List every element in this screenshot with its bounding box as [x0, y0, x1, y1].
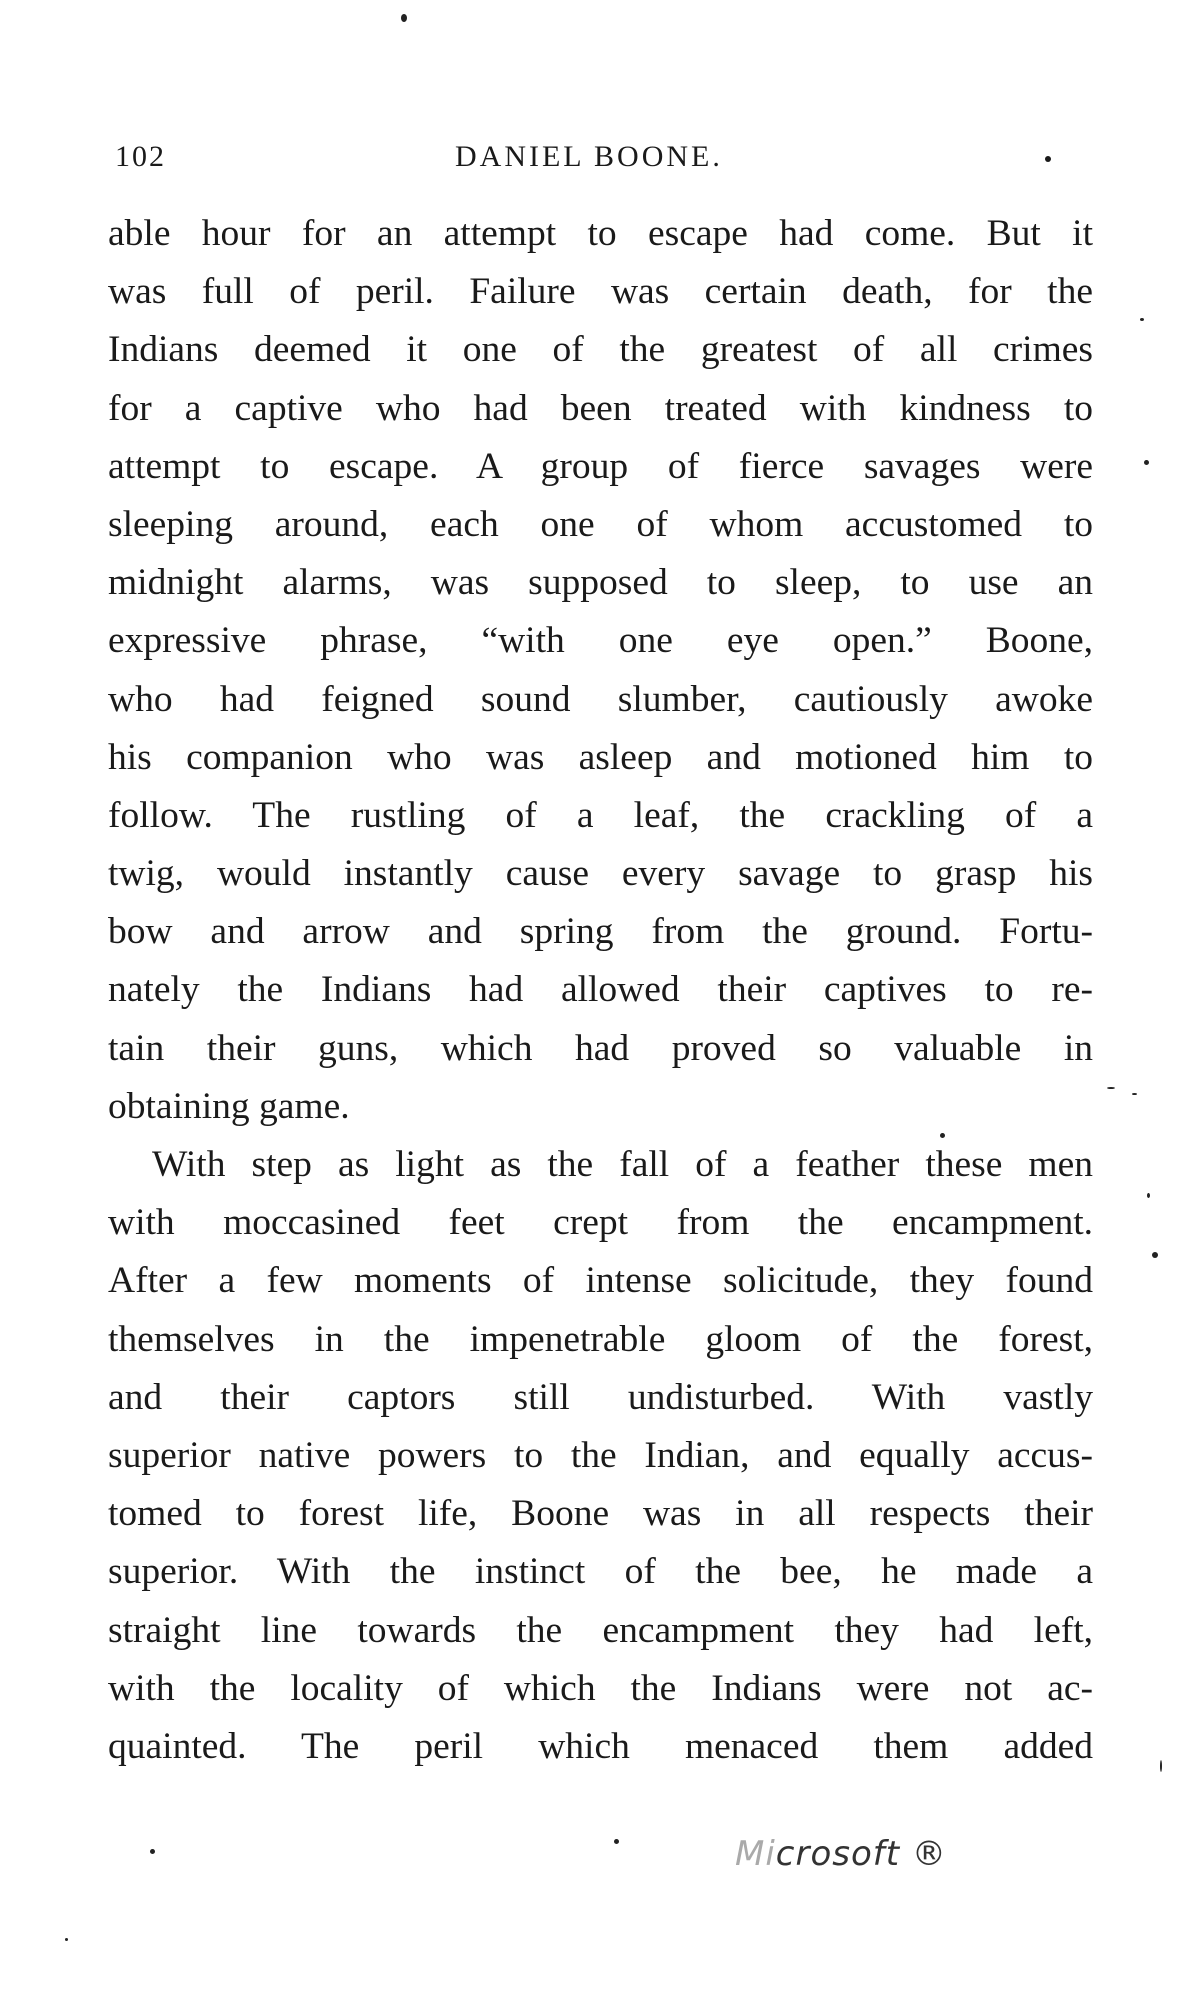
text-line: for a captive who had been treated with kindness to: [108, 387, 1093, 429]
text-line: superior. With the instinct of the bee, he made a: [108, 1551, 1093, 1593]
scan-speck: [1107, 1087, 1115, 1089]
text-line: with moccasined feet crept from the encampment.: [108, 1202, 1093, 1244]
text-line: quainted. The peril which menaced them added: [108, 1725, 1093, 1767]
text-line: bow and arrow and spring from the ground. Fortu-: [108, 911, 1093, 953]
scan-speck: [1144, 460, 1149, 465]
text-line: After a few moments of intense solicitude, they found: [108, 1260, 1093, 1302]
scan-speck: [401, 14, 407, 22]
text-line: superior native powers to the Indian, and equally accus-: [108, 1434, 1093, 1476]
text-line: sleeping around, each one of whom accustomed to: [108, 503, 1093, 545]
text-line: his companion who was asleep and motioned him to: [108, 736, 1093, 778]
page-header: [115, 140, 1085, 184]
text-line: with the locality of which the Indians were not ac-: [108, 1667, 1093, 1709]
text-line: midnight alarms, was supposed to sleep, to use an: [108, 562, 1093, 604]
text-line: straight line towards the encampment they had left,: [108, 1609, 1093, 1651]
scan-speck: [1147, 1193, 1150, 1198]
paragraph-1: [108, 205, 1093, 1136]
watermark-faint: Mi: [735, 1834, 776, 1874]
text-line: follow. The rustling of a leaf, the crackling of a: [108, 794, 1093, 836]
scan-speck: [1132, 1093, 1137, 1095]
text-line: and their captors still undisturbed. With vastly: [108, 1376, 1093, 1418]
scan-speck: [614, 1839, 619, 1844]
scan-speck: [940, 1133, 945, 1138]
text-line: themselves in the impenetrable gloom of the forest,: [108, 1318, 1093, 1360]
text-line: obtaining game.: [108, 1085, 350, 1127]
text-line: expressive phrase, “with one eye open.” Boone,: [108, 620, 1093, 662]
scan-speck: [65, 1938, 68, 1941]
paragraph-2: [108, 1136, 1093, 1776]
running-head: DANIEL BOONE.: [455, 140, 723, 173]
scan-speck: [150, 1849, 155, 1854]
text-line: Indians deemed it one of the greatest of all crimes: [108, 329, 1093, 371]
text-line: attempt to escape. A group of fierce savages were: [108, 445, 1093, 487]
text-line: was full of peril. Failure was certain death, for the: [108, 271, 1093, 313]
scan-speck: [1160, 1760, 1162, 1772]
scan-watermark: [735, 1834, 947, 1874]
header-speck: [1045, 156, 1051, 162]
text-line: able hour for an attempt to escape had come. But it: [108, 213, 1093, 254]
watermark-main: crosoft ®: [775, 1834, 947, 1874]
text-line: With step as light as the fall of a feather these men: [152, 1144, 1093, 1185]
text-line: tomed to forest life, Boone was in all respects their: [108, 1493, 1093, 1535]
text-line: nately the Indians had allowed their captives to re-: [108, 969, 1093, 1011]
scan-speck: [1140, 318, 1144, 321]
body-text: [108, 205, 1093, 1776]
page-number: 102: [115, 140, 166, 173]
text-line: who had feigned sound slumber, cautiously awoke: [108, 678, 1093, 720]
text-line: tain their guns, which had proved so valuable in: [108, 1027, 1093, 1069]
scan-speck: [1152, 1252, 1158, 1258]
text-line: twig, would instantly cause every savage to grasp his: [108, 853, 1093, 895]
